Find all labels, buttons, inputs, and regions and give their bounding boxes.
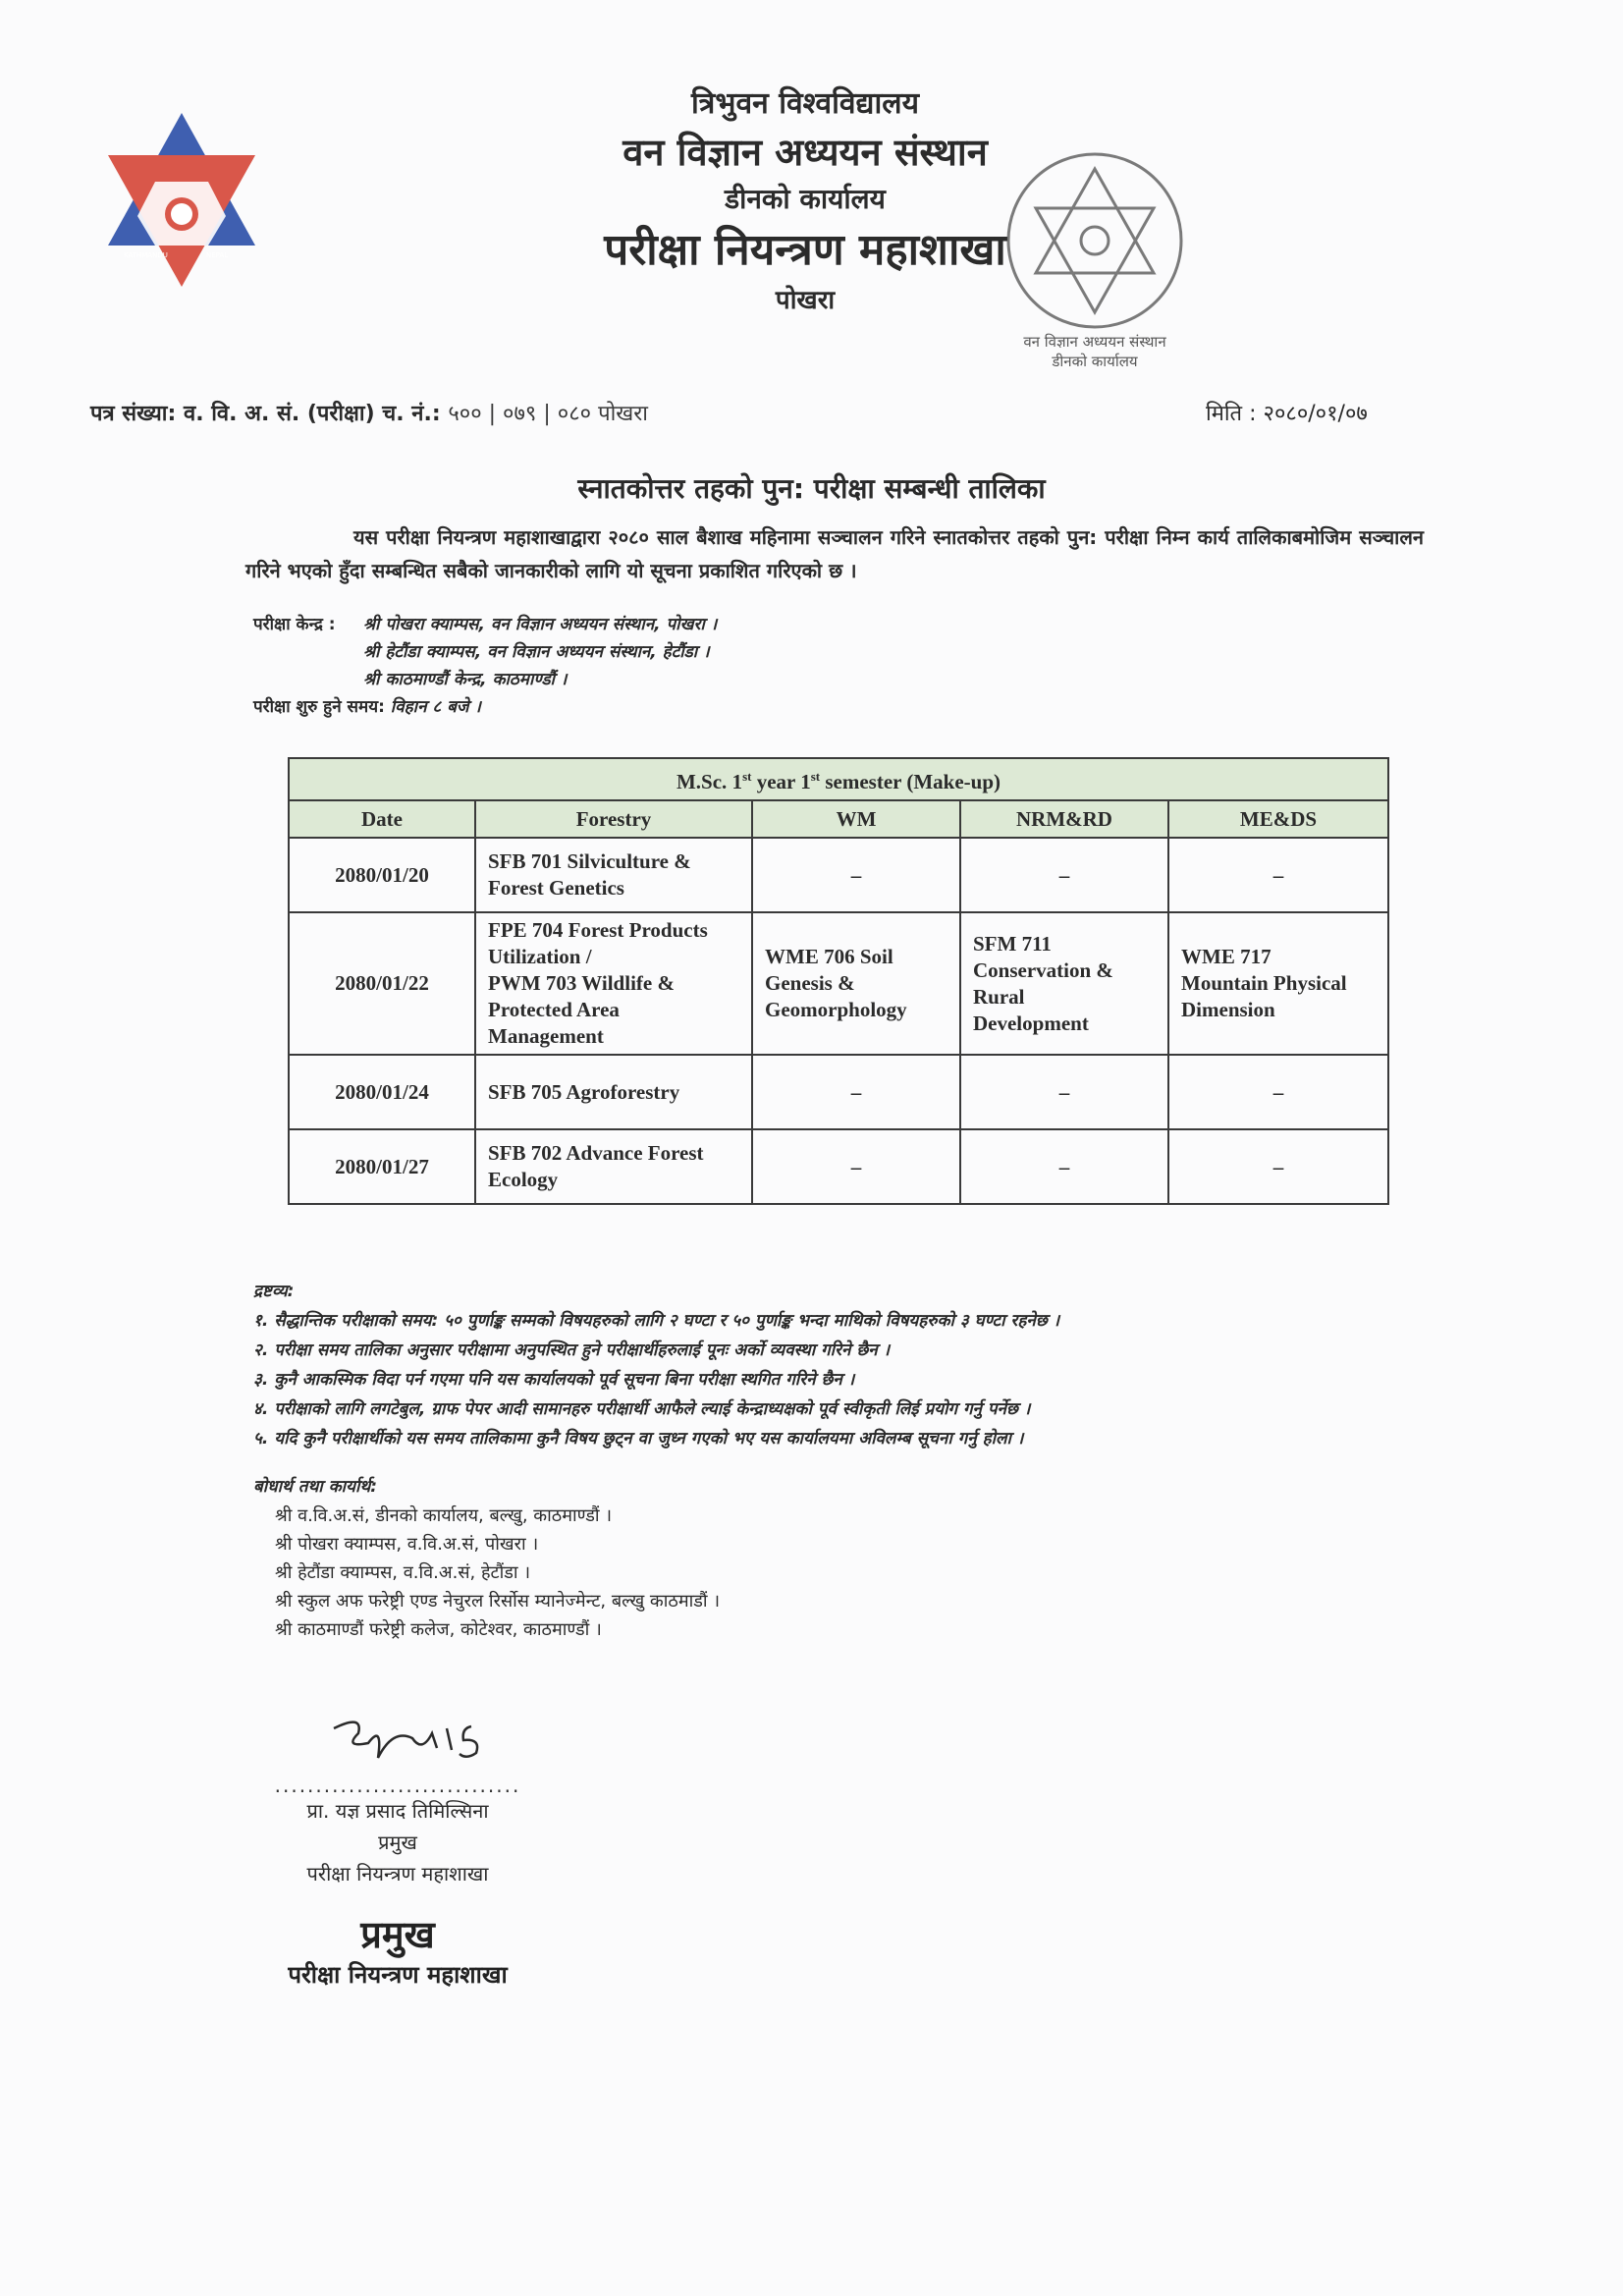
- cell-line: Forest Genetics: [488, 876, 624, 900]
- city-name: पोखरा: [775, 286, 836, 315]
- cell-nrmrd: –: [960, 838, 1168, 912]
- cell-date: 2080/01/27: [289, 1129, 475, 1204]
- cc-item: श्री स्कुल अफ फरेष्ट्री एण्ड नेचुरल रिर्सोस म्यानेज्मेन्ट, बल्खु काठमाडौं ।: [275, 1591, 721, 1612]
- division-name: परीक्षा नियन्त्रण महाशाखा: [604, 225, 1006, 275]
- cell-nrmrd: –: [960, 1055, 1168, 1129]
- institute-name: वन विज्ञान अध्ययन संस्थान: [622, 131, 988, 174]
- table-row: [289, 1129, 1388, 1204]
- exam-center: श्री काठमाण्डौं केन्द्र, काठमाण्डौं ।: [363, 670, 568, 689]
- logo-text: KATHMANDU: [124, 251, 168, 259]
- note-item: १. सैद्धान्तिक परीक्षाको समय: ५० पुर्णाङ्क सम्मको विषयहरुको लागि २ घण्टा र ५० पुर्णाङ्क भन्दा माथिको विषयहरुको ३ घण्टा रहनेछ ।: [253, 1311, 1060, 1331]
- cell-line: Mountain Physical: [1181, 971, 1347, 995]
- cc-section: [253, 1473, 720, 1644]
- cell-wm: –: [752, 838, 960, 912]
- note-item: ४. परीक्षाको लागि लगटेबुल, ग्राफ पेपर आदी सामानहरु परीक्षार्थी आफैले ल्याई केन्द्राध्यक्षको पूर्व स्वीकृती लिई प्रयोग गर्नु पर्नेछ ।: [253, 1399, 1031, 1419]
- caption-part: M.Sc. 1: [676, 770, 743, 793]
- reference-label: पत्र संख्या: व. वि. अ. सं. (परीक्षा) च. नं.:: [90, 402, 441, 426]
- cell-nrmrd: –: [960, 1129, 1168, 1204]
- exam-centers: [253, 611, 717, 721]
- cell-meds: –: [1168, 1055, 1388, 1129]
- cell-meds: –: [1168, 1129, 1388, 1204]
- intro-paragraph: यस परीक्षा नियन्त्रण महाशाखाद्वारा २०८० साल बैशाख महिनामा सञ्चालन गरिने स्नातकोत्तर तहको पुन: परीक्षा निम्न कार्य तालिकाबमोजिम सञ्चालन गरिने भएको हुँदा सम्बन्धित सबैको जानकारीको लागि यो सूचना प्रकाशित गरिएको छ ।: [245, 525, 1424, 582]
- note-item: ३. कुनै आकस्मिक विदा पर्न गएमा पनि यस कार्यालयको पूर्व सूचना बिना परीक्षा स्थगित गरिने छैन ।: [253, 1370, 855, 1390]
- date-label: मिति :: [1206, 402, 1257, 426]
- note-item: ५. यदि कुनै परीक्षार्थीको यस समय तालिकामा कुनै विषय छुट्न वा जुध्न गएको भए यस कार्यालयमा अविलम्ब सूचना गर्नु होला ।: [253, 1429, 1024, 1449]
- cell-line: FPE 704 Forest Products: [488, 918, 708, 942]
- cell-nrmrd: [960, 912, 1168, 1055]
- stamp-line-2: परीक्षा नियन्त्रण महाशाखा: [288, 1961, 508, 1989]
- date-value: २०८०/०१/०७: [1263, 402, 1368, 426]
- logo-text: NEPAL: [206, 251, 229, 259]
- cell-line: SFB 701 Silviculture &: [488, 849, 691, 873]
- cell-line: Geomorphology: [765, 998, 907, 1021]
- signature-block: [250, 1776, 545, 1889]
- caption-part: year 1: [756, 770, 811, 793]
- column-header-wm: WM: [752, 800, 960, 838]
- cell-date: 2080/01/24: [289, 1055, 475, 1129]
- cell-wm: –: [752, 1055, 960, 1129]
- cell-wm: [752, 912, 960, 1055]
- reference-value: ५०० | ०७९ | ०८० पोखरा: [448, 402, 648, 426]
- cc-item: श्री काठमाण्डौं फरेष्ट्री कलेज, कोटेश्वर, काठमाण्डौं ।: [275, 1619, 602, 1640]
- caption-part: semester (Make-up): [820, 770, 1001, 793]
- caption-sup: st: [810, 769, 821, 784]
- office-name: डीनको कार्यालय: [725, 183, 886, 215]
- cc-item: श्री पोखरा क्याम्पस, व.वि.अ.सं, पोखरा ।: [275, 1534, 539, 1555]
- cell-line: PWM 703 Wildlife &: [488, 971, 675, 995]
- exam-center: श्री हेटौंडा क्याम्पस, वन विज्ञान अध्ययन संस्थान, हेटौंडा ।: [363, 642, 710, 662]
- cell-line: Ecology: [488, 1168, 559, 1191]
- cell-forestry: [475, 912, 752, 1055]
- cell-date: 2080/01/22: [289, 912, 475, 1055]
- cell-line: Development: [973, 1011, 1089, 1035]
- cell-line: SFB 702 Advance Forest: [488, 1141, 704, 1165]
- signatory-name: प्रा. यज्ञ प्रसाद तिमिल्सिना: [306, 1799, 489, 1823]
- notes-section: [253, 1277, 1432, 1453]
- letter-date: [1206, 398, 1368, 427]
- table-row: [289, 1055, 1388, 1129]
- cell-line: Conservation &: [973, 957, 1113, 982]
- cell-line: Rural: [973, 984, 1025, 1009]
- table-row: [289, 912, 1388, 1055]
- notice-title: स्नातकोत्तर तहको पुन: परीक्षा सम्बन्धी तालिका: [577, 472, 1046, 505]
- cell-line: SFM 711: [973, 931, 1052, 956]
- cell-date: 2080/01/20: [289, 838, 475, 912]
- caption-sup: st: [742, 769, 752, 784]
- signatory-designation: प्रमुख: [378, 1831, 417, 1854]
- cell-line: SFB 705 Agroforestry: [488, 1079, 680, 1104]
- signature-line: ..............................: [274, 1774, 521, 1797]
- signatory-office: परीक्षा नियन्त्रण महाशाखा: [306, 1862, 489, 1886]
- office-seal: [1001, 147, 1188, 334]
- table-header-row: [289, 800, 1388, 838]
- exam-centers-label: परीक्षा केन्द्र :: [253, 615, 336, 634]
- cell-line: Protected Area: [488, 998, 620, 1021]
- column-header-meds: ME&DS: [1168, 800, 1388, 838]
- seal-text: [982, 332, 1208, 371]
- handwritten-signature: [324, 1709, 520, 1777]
- university-name: त्रिभुवन विश्वविद्यालय: [691, 86, 919, 121]
- column-header-date: Date: [289, 800, 475, 838]
- seal-text-line: वन विज्ञान अध्ययन संस्थान: [1023, 333, 1166, 351]
- cell-forestry: [475, 1129, 752, 1204]
- table-row: [289, 838, 1388, 912]
- seal-text-line: डीनको कार्यालय: [1052, 353, 1138, 370]
- notes-label: द्रष्टव्य:: [253, 1282, 295, 1301]
- cell-forestry: [475, 1055, 752, 1129]
- exam-center: श्री पोखरा क्याम्पस, वन विज्ञान अध्ययन संस्थान, पोखरा ।: [363, 615, 718, 634]
- note-item: २. परीक्षा समय तालिका अनुसार परीक्षामा अनुपस्थित हुने परीक्षार्थीहरुलाई पूनः अर्को व्यवस्था गरिने छैन ।: [253, 1340, 891, 1360]
- cc-item: श्री व.वि.अ.सं, डीनको कार्यालय, बल्खु, काठमाण्डौं ।: [275, 1505, 613, 1526]
- stamp-line-1: प्रमुख: [360, 1913, 435, 1956]
- cell-line: Utilization /: [488, 945, 592, 968]
- exam-schedule-table: [288, 757, 1389, 1205]
- start-time-value: विहान ८ बजे ।: [390, 697, 481, 717]
- cell-line: WME 706 Soil: [765, 945, 893, 968]
- cell-wm: –: [752, 1129, 960, 1204]
- cell-line: Dimension: [1181, 998, 1275, 1021]
- column-header-forestry: Forestry: [475, 800, 752, 838]
- column-header-nrmrd: NRM&RD: [960, 800, 1168, 838]
- cell-meds: [1168, 912, 1388, 1055]
- cell-meds: –: [1168, 838, 1388, 912]
- cell-line: WME 717: [1181, 945, 1271, 968]
- table-caption: [289, 758, 1388, 800]
- cc-label: बोधार्थ तथा कार्यार्थ:: [253, 1477, 378, 1497]
- cell-line: Genesis &: [765, 971, 855, 995]
- start-time-label: परीक्षा शुरु हुने समय:: [253, 697, 385, 717]
- reference-number: [90, 398, 648, 427]
- cell-line: Management: [488, 1024, 604, 1048]
- designation-stamp: [221, 1911, 574, 1992]
- cell-forestry: [475, 838, 752, 912]
- cc-item: श्री हेटौंडा क्याम्पस, व.वि.अ.सं, हेटौंडा ।: [275, 1562, 531, 1583]
- university-logo: [98, 108, 265, 290]
